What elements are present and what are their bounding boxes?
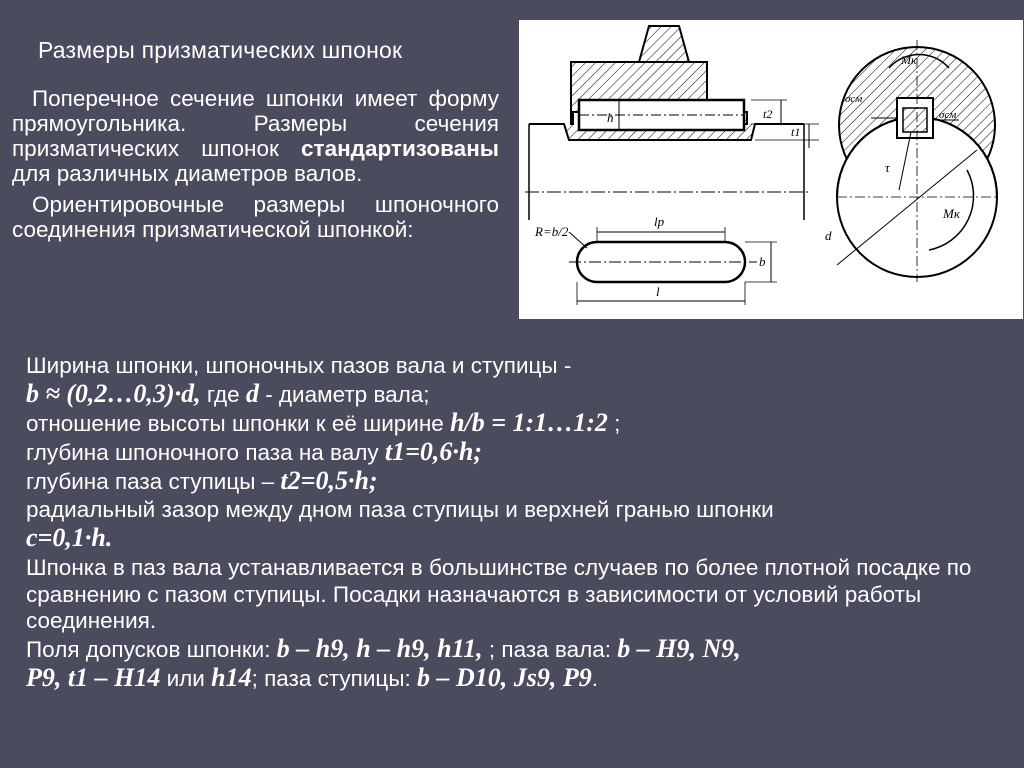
body-line-1: Ширина шпонки, шпоночных пазов вала и ступицы - xyxy=(26,353,572,378)
label-h: h xyxy=(607,110,614,125)
label-Mk: Mк xyxy=(943,206,960,221)
formula-t2: t2=0,5·h; xyxy=(280,466,378,495)
key-joint-drawing xyxy=(519,20,1023,319)
bold-term: стандартизованы xyxy=(301,136,499,161)
intro-paragraph-1: Поперечное сечение шпонки имеет форму прямоугольника. Размеры сечения призматических шпонок стандартизованы для различных диаметров валов. xyxy=(12,86,499,186)
fit-paragraph: Шпонка в паз вала устанавливается в большинстве случаев по более плотной посадке по сравнению с пазом ступицы. Посадки назначаются в зависимости от условий работы соединения. xyxy=(26,555,972,633)
body-line-6: радиальный зазор между дном паза ступицы и верхней гранью шпонки xyxy=(26,497,774,522)
tolerance-hub: b – D10, Js9, P9 xyxy=(417,662,592,692)
body-line-9: P9, t1 – H14 или h14; паза ступицы: b – D10, Js9, P9. xyxy=(26,662,599,692)
formula-c: c=0,1·h. xyxy=(26,523,113,552)
slide-title: Размеры призматических шпонок xyxy=(38,37,403,63)
slide-body xyxy=(26,352,1001,693)
body-line-5: глубина паза ступицы – t2=0,5·h; xyxy=(26,466,378,495)
label-tau: τ xyxy=(885,160,890,175)
label-t2: t2 xyxy=(763,107,773,121)
body-line-3: отношение высоты шпонки к её ширине h/b = 1:1…1:2 ; xyxy=(26,408,621,437)
label-t1: t1 xyxy=(791,125,801,139)
tolerance-key: b – h9, h – h9, h11, xyxy=(276,633,483,663)
label-b: b xyxy=(759,254,766,269)
label-sigma-right: σсм xyxy=(939,109,957,121)
formula-h-b: h/b = 1:1…1:2 xyxy=(450,408,608,437)
body-line-7 xyxy=(26,524,1001,553)
label-lp: lp xyxy=(654,214,665,229)
formula-b: b ≈ (0,2…0,3)·d, xyxy=(26,379,201,408)
label-l: l xyxy=(656,284,660,299)
formula-t1: t1=0,6·h; xyxy=(384,437,483,466)
body-line-8: Поля допусков шпонки: b – h9, h – h9, h11, ; паза вала: b – H9, N9, xyxy=(26,633,741,663)
body-line-2: b ≈ (0,2…0,3)·d, где d - диаметр вала; xyxy=(26,379,430,408)
tolerance-shaft: b – H9, N9, xyxy=(617,633,741,663)
intro-paragraph-2: Ориентировочные размеры шпоночного соединения призматической шпонкой: xyxy=(12,192,499,242)
label-R: R=b/2 xyxy=(535,224,569,239)
label-Mk-top: Mк xyxy=(901,53,917,67)
label-sigma-left: σсм xyxy=(845,93,863,105)
body-line-4: глубина шпоночного паза на валу t1=0,6·h; xyxy=(26,437,483,466)
label-d: d xyxy=(825,228,832,243)
intro-text xyxy=(12,86,499,242)
